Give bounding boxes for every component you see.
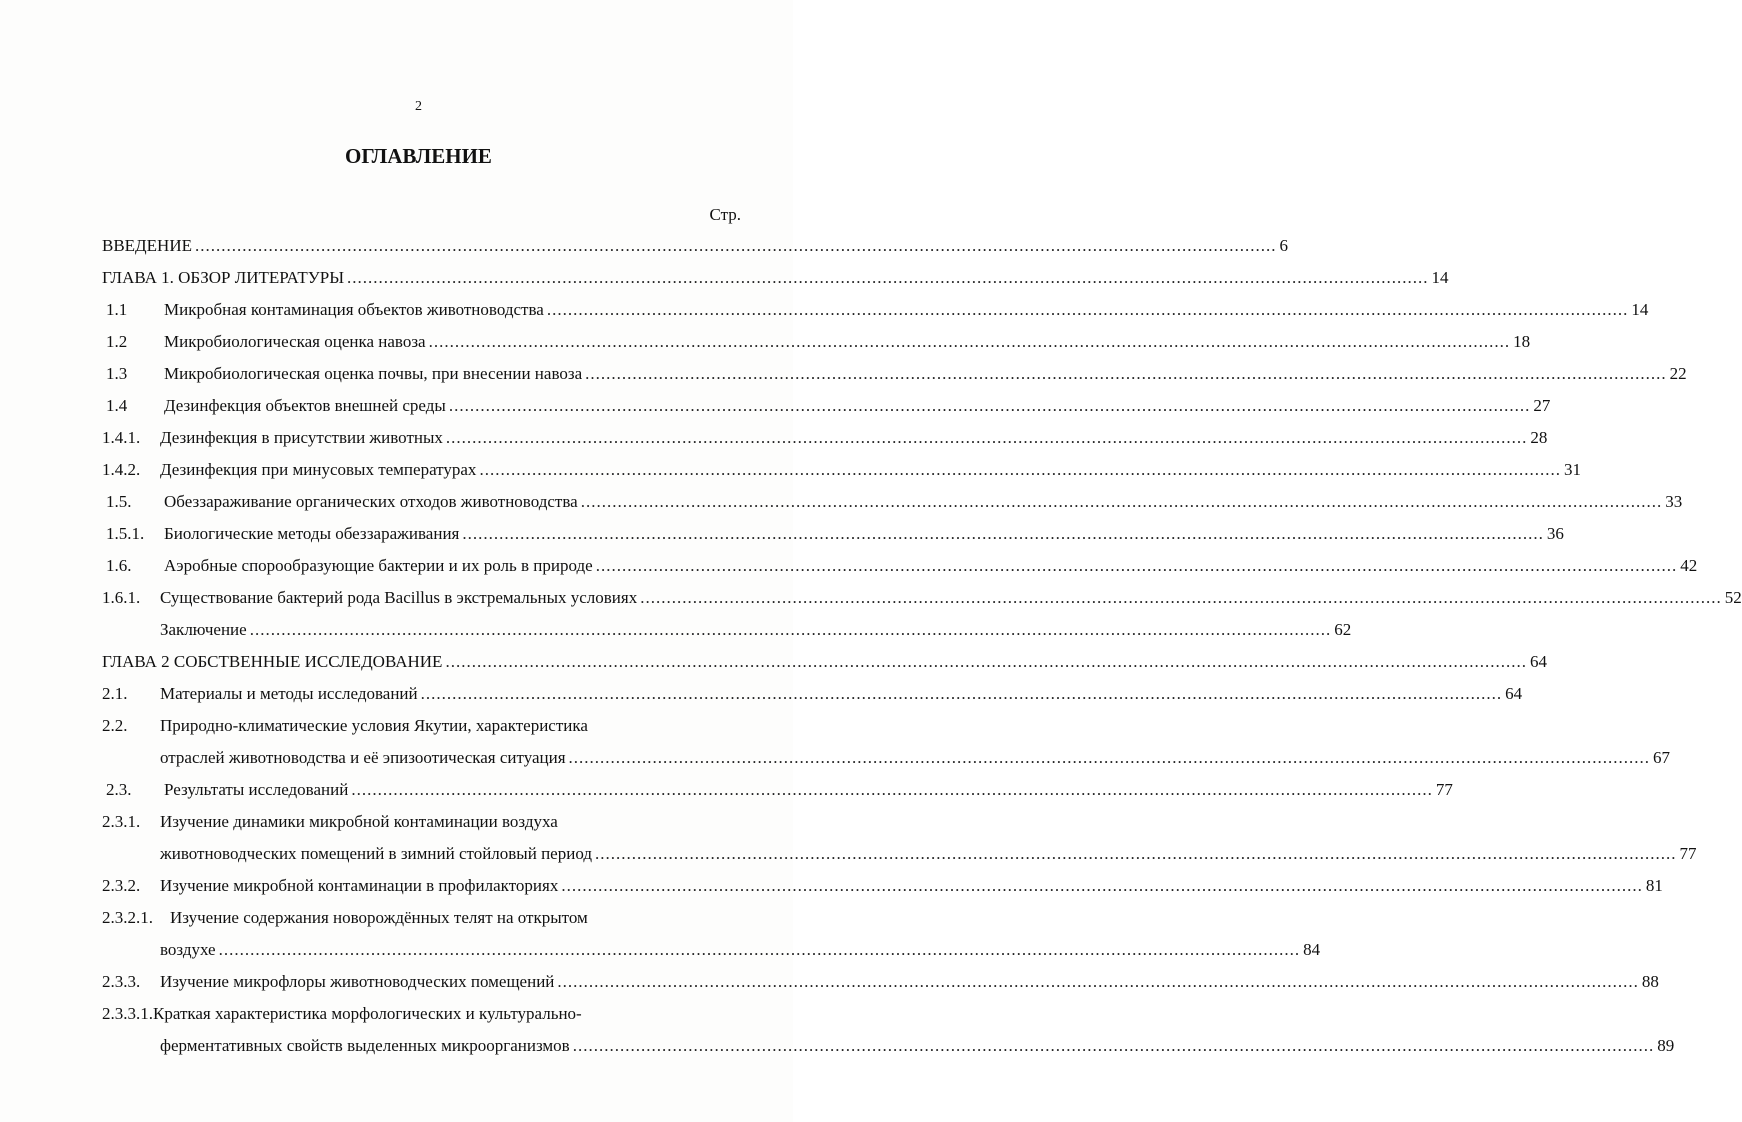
toc-entry-continuation: [102, 838, 1697, 870]
leader-dots: [557, 966, 1639, 998]
table-of-contents: [102, 230, 1742, 1062]
toc-entry: [102, 966, 1659, 998]
leader-dots: [479, 454, 1561, 486]
toc-entry-page: 64: [1529, 652, 1547, 671]
toc-entry-continuation: [102, 1030, 1675, 1062]
toc-entry-text: Аэробные спорообразующие бактерии и их роль в природе: [164, 556, 593, 575]
toc-entry-page: 88: [1641, 972, 1659, 991]
leader-dots: [446, 422, 1528, 454]
toc-entry: [106, 294, 1649, 326]
toc-entry-text: Изучение содержания новорождённых телят на открытом: [170, 908, 588, 927]
toc-entry: [106, 774, 1453, 806]
toc-entry-page: 14: [1431, 268, 1449, 287]
toc-title: ОГЛАВЛЕНИЕ: [345, 144, 492, 168]
leader-dots: [595, 838, 1677, 870]
toc-entry-text: воздухе: [160, 940, 216, 959]
leader-dots: [640, 582, 1722, 614]
toc-entry-text: ВВЕДЕНИЕ: [102, 236, 192, 255]
toc-entry-number: 2.3.: [106, 780, 132, 799]
toc-entry-text: Заключение: [160, 620, 247, 639]
toc-entry-text: Результаты исследований: [164, 780, 349, 799]
toc-entry: [106, 518, 1564, 550]
toc-entry: [102, 998, 742, 1030]
toc-entry-number: 2.3.1.: [102, 812, 141, 831]
toc-entry-text: Микробиологическая оценка навоза: [164, 332, 426, 351]
leader-dots: [351, 774, 1433, 806]
toc-entry-page: 14: [1631, 300, 1649, 319]
toc-entry: [102, 678, 1523, 710]
leader-dots: [585, 358, 1667, 390]
toc-entry: [106, 326, 1531, 358]
leader-dots: [445, 646, 1527, 678]
leader-dots: [449, 390, 1531, 422]
leader-dots: [569, 742, 1651, 774]
leader-dots: [561, 870, 1643, 902]
toc-entry-text: Изучение динамики микробной контаминации воздуха: [160, 812, 558, 831]
toc-entry-page: 84: [1303, 940, 1321, 959]
leader-dots: [429, 326, 1511, 358]
toc-entry-number: 2.1.: [102, 684, 128, 703]
leader-dots: [195, 230, 1277, 262]
toc-entry-continuation: [102, 934, 1321, 966]
toc-entry-page: 18: [1513, 332, 1531, 351]
toc-entry-page: 52: [1724, 588, 1742, 607]
toc-entry-number: 1.4.2.: [102, 460, 141, 479]
toc-entry: [102, 422, 1548, 454]
toc-entry: [102, 870, 1663, 902]
toc-entry: [106, 486, 1683, 518]
toc-entry: [102, 582, 1742, 614]
toc-entry-page: 33: [1665, 492, 1683, 511]
toc-entry: [102, 230, 1288, 262]
toc-entry-number: 1.5.1.: [106, 524, 145, 543]
toc-entry-number: 1.1: [106, 300, 128, 319]
toc-entry-page: 42: [1680, 556, 1698, 575]
toc-entry: [102, 646, 1547, 678]
page-column-label: Стр.: [709, 205, 741, 224]
toc-entry-page: 67: [1653, 748, 1671, 767]
toc-entry-number: 1.4: [106, 396, 128, 415]
toc-entry-text: ГЛАВА 1. ОБЗОР ЛИТЕРАТУРЫ: [102, 268, 345, 287]
toc-entry: [102, 454, 1581, 486]
toc-entry-text: Обеззараживание органических отходов животноводства: [164, 492, 578, 511]
toc-entry-number: 1.4.1.: [102, 428, 141, 447]
toc-entry: [102, 262, 1449, 294]
toc-entry-page: 89: [1657, 1036, 1675, 1055]
toc-entry-page: 6: [1279, 236, 1288, 255]
toc-entry-text: Микробиологическая оценка почвы, при внесении навоза: [164, 364, 583, 383]
toc-entry-page: 28: [1530, 428, 1548, 447]
toc-entry-text: ферментативных свойств выделенных микроорганизмов: [160, 1036, 570, 1055]
toc-entry-text: Существование бактерий рода Bacillus в экстремальных условиях: [160, 588, 638, 607]
toc-entry-text: Дезинфекция при минусовых температурах: [160, 460, 477, 479]
toc-entry: [106, 550, 1698, 582]
leader-dots: [250, 614, 1332, 646]
toc-entry-number: 2.3.3.: [102, 972, 141, 991]
toc-entry-text: Материалы и методы исследований: [160, 684, 418, 703]
toc-entry-text: Биологические методы обеззараживания: [164, 524, 460, 543]
toc-entry-text: Природно-климатические условия Якутии, характеристика: [160, 716, 588, 735]
leader-dots: [421, 678, 1503, 710]
toc-entry: [106, 358, 1687, 390]
toc-entry-number: 2.3.3.1.: [102, 1004, 153, 1023]
toc-entry: [102, 902, 742, 934]
toc-entry-page: 77: [1435, 780, 1453, 799]
toc-entry-text: Дезинфекция в присутствии животных: [160, 428, 443, 447]
page-number: 2: [415, 99, 422, 114]
leader-dots: [596, 550, 1678, 582]
toc-entry-page: 27: [1533, 396, 1551, 415]
toc-entry-text: Дезинфекция объектов внешней среды: [164, 396, 446, 415]
leader-dots: [547, 294, 1629, 326]
toc-entry-number: 1.6.1.: [102, 588, 141, 607]
toc-entry-text: Изучение микробной контаминации в профилакториях: [160, 876, 559, 895]
toc-entry-page: 36: [1546, 524, 1564, 543]
leader-dots: [581, 486, 1663, 518]
toc-entry-number: 2.3.2.: [102, 876, 141, 895]
toc-entry: [106, 390, 1551, 422]
leader-dots: [573, 1030, 1655, 1062]
toc-entry-number: 2.2.: [102, 716, 128, 735]
toc-entry-page: 62: [1334, 620, 1352, 639]
toc-entry-text: Микробная контаминация объектов животноводства: [164, 300, 544, 319]
toc-entry: [102, 806, 742, 838]
toc-entry-page: 77: [1679, 844, 1697, 863]
toc-entry-page: 22: [1669, 364, 1687, 383]
toc-entry-page: 81: [1645, 876, 1663, 895]
toc-entry-page: 64: [1505, 684, 1523, 703]
toc-entry-text: отраслей животноводства и её эпизоотическая ситуация: [160, 748, 566, 767]
toc-entry-page: 31: [1563, 460, 1581, 479]
toc-entry-text: Изучение микрофлоры животноводческих помещений: [160, 972, 555, 991]
toc-entry-number: 1.6.: [106, 556, 132, 575]
leader-dots: [347, 262, 1429, 294]
toc-entry-text: животноводческих помещений в зимний стойловый период: [160, 844, 592, 863]
leader-dots: [462, 518, 1544, 550]
toc-entry-text: ГЛАВА 2 СОБСТВЕННЫЕ ИССЛЕДОВАНИЕ: [102, 652, 443, 671]
toc-entry: [102, 710, 742, 742]
toc-entry-number: 2.3.2.1.: [102, 908, 153, 927]
toc-entry-continuation: [102, 742, 1671, 774]
toc-entry-text: Краткая характеристика морфологических и культурально-: [153, 1004, 582, 1023]
toc-entry-number: 1.2: [106, 332, 128, 351]
toc-entry: [102, 614, 1352, 646]
leader-dots: [219, 934, 1301, 966]
toc-entry-number: 1.5.: [106, 492, 132, 511]
toc-entry-number: 1.3: [106, 364, 128, 383]
